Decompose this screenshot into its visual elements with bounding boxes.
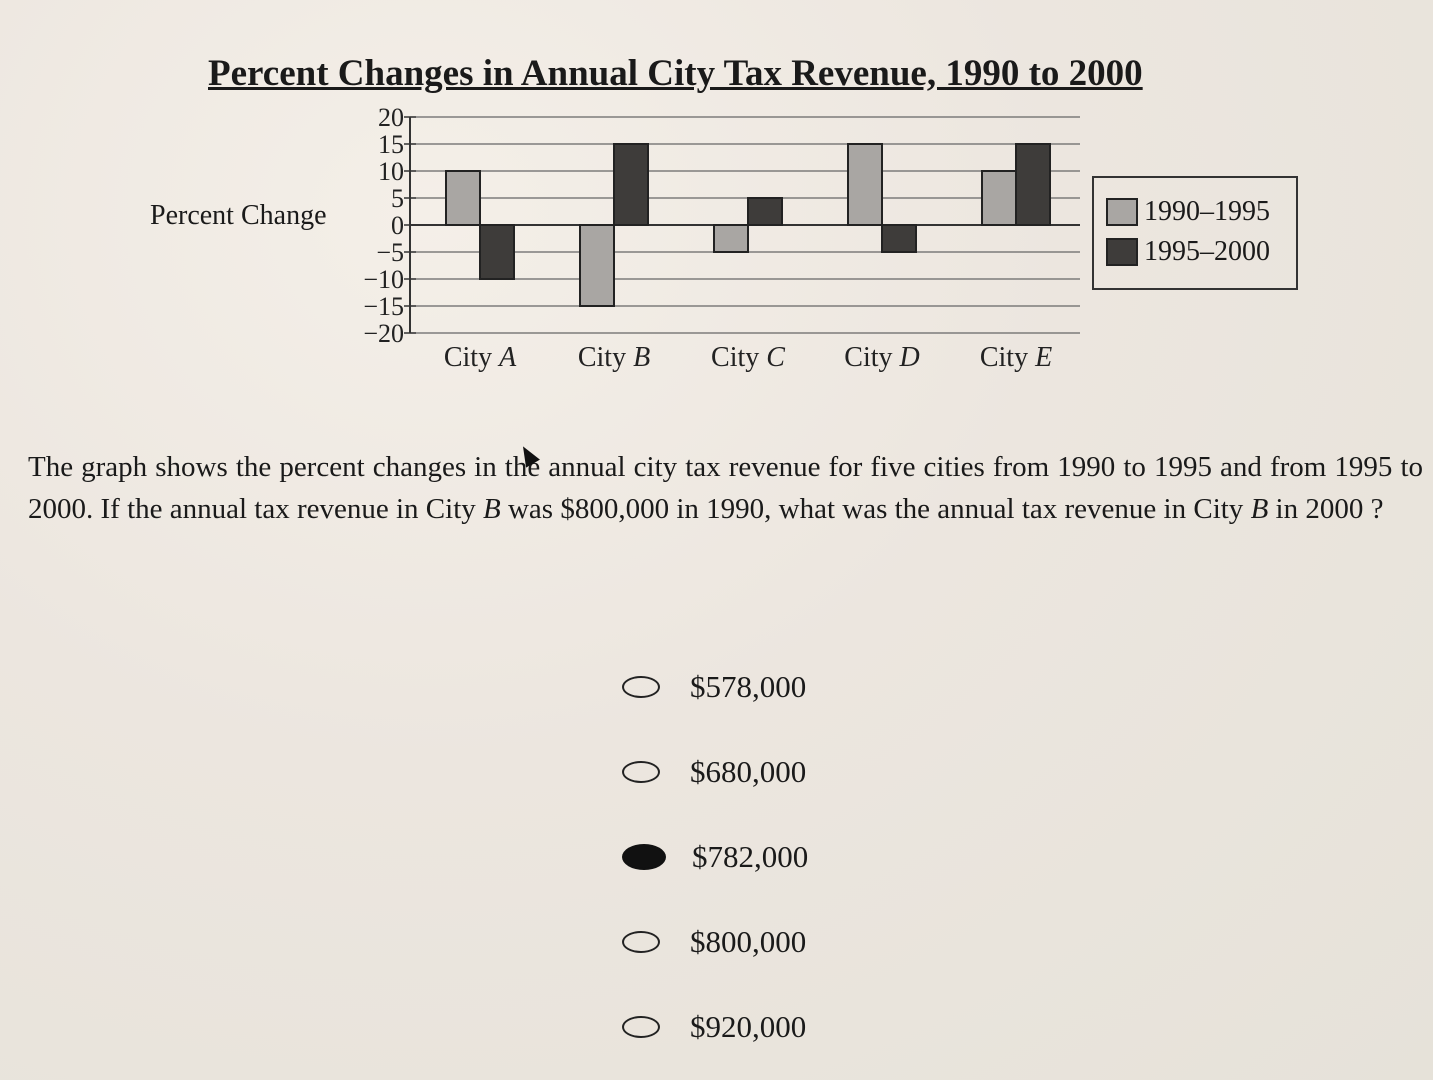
bar-e-series-1 [982, 171, 1016, 225]
legend-item-1990-1995 [1106, 196, 1270, 228]
question-part: was $800,000 in 1990, what was the annual tax revenue in City [500, 493, 1251, 525]
radio-button[interactable] [622, 761, 660, 783]
answer-label: $578,000 [690, 668, 807, 704]
chart-title: Percent Changes in Annual City Tax Revenue, 1990 to 2000 [208, 53, 1143, 94]
bar-c-series-2 [748, 198, 782, 225]
answer-label: $782,000 [692, 838, 809, 874]
y-tick-label: −5 [376, 238, 404, 267]
radio-button[interactable] [622, 931, 660, 953]
legend-swatch-light [1106, 198, 1138, 226]
question-text [28, 446, 1423, 530]
radio-button[interactable] [622, 844, 666, 870]
answer-choices [622, 644, 808, 1069]
answer-choice-b[interactable] [622, 729, 808, 814]
y-tick-label: 0 [391, 211, 404, 240]
bar-a-series-2 [480, 225, 514, 279]
legend-swatch-dark [1106, 238, 1138, 266]
answer-label: $920,000 [690, 1008, 807, 1044]
y-tick-label: 5 [391, 184, 404, 213]
y-tick-label: −10 [363, 265, 404, 294]
answer-choice-a[interactable] [622, 644, 808, 729]
y-tick-label: 20 [378, 103, 404, 132]
question-city: B [1250, 493, 1269, 525]
x-tick-label: City B [577, 342, 651, 373]
answer-choice-d[interactable] [622, 899, 808, 984]
y-tick-label: −20 [363, 319, 404, 348]
x-tick-label: City D [844, 342, 920, 373]
bar-d-series-2 [882, 225, 916, 252]
bar-b-series-1 [580, 225, 614, 306]
x-tick-label: City E [979, 342, 1053, 373]
legend-item-1995-2000 [1106, 236, 1270, 268]
answer-label: $800,000 [690, 923, 807, 959]
y-tick-label: 15 [378, 130, 404, 159]
bar-e-series-2 [1016, 144, 1050, 225]
radio-button[interactable] [622, 676, 660, 698]
radio-button[interactable] [622, 1016, 660, 1038]
answer-label: $680,000 [690, 753, 807, 789]
bar-c-series-1 [714, 225, 748, 252]
legend-label: 1995–2000 [1144, 236, 1270, 267]
answer-choice-e[interactable] [622, 984, 808, 1069]
x-tick-label: City A [443, 342, 517, 373]
bar-a-series-1 [446, 171, 480, 225]
question-part: in 2000 ? [1268, 493, 1384, 525]
legend-label: 1990–1995 [1144, 196, 1270, 227]
chart-legend [1092, 176, 1298, 290]
question-part: The graph shows the percent changes in the annual city tax revenue for five cities from 1990 to 1995 and from 1995 to 2000. If the annual tax revenue in City [28, 451, 1423, 525]
bar-b-series-2 [614, 144, 648, 225]
question-city: B [483, 493, 501, 525]
y-tick-label: −15 [363, 292, 404, 321]
x-tick-label: City C [711, 342, 785, 373]
answer-choice-c[interactable] [622, 814, 808, 899]
bar-d-series-1 [848, 144, 882, 225]
y-axis-label: Percent Change [150, 200, 327, 231]
y-tick-label: 10 [378, 157, 404, 186]
